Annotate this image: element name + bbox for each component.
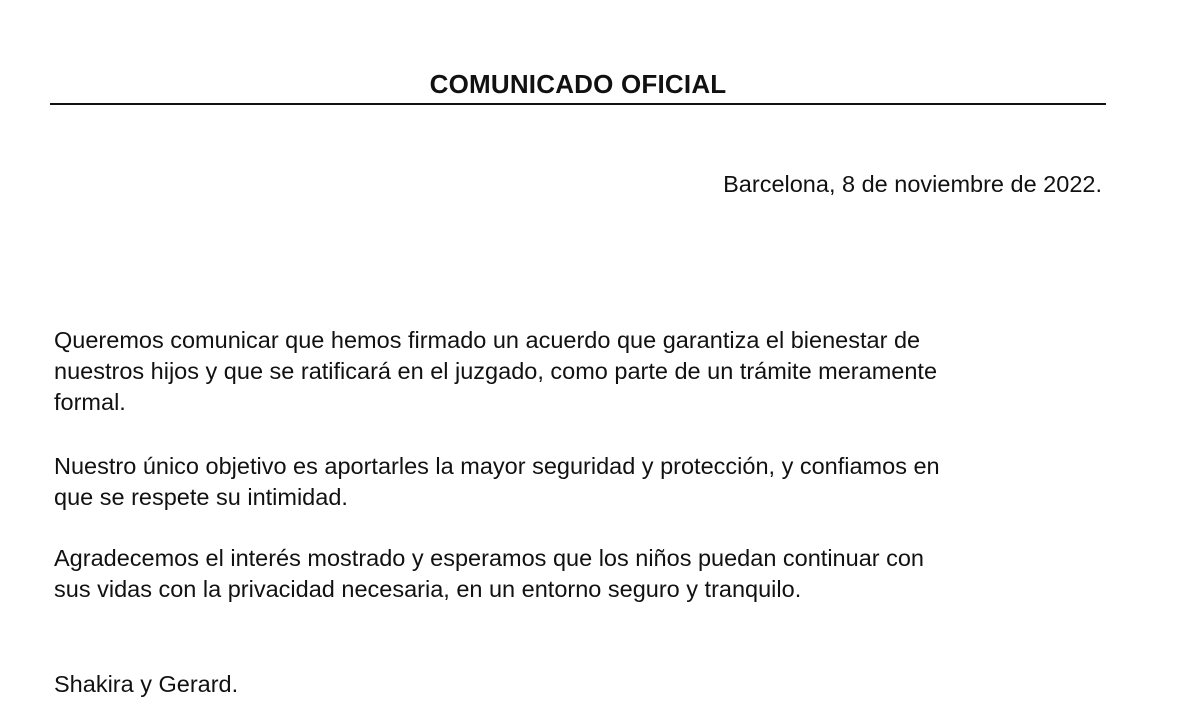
paragraph-line: formal. xyxy=(54,389,126,415)
paragraph-line: Queremos comunicar que hemos firmado un acuerdo que garantiza el bienestar de xyxy=(54,327,921,353)
title-underline-rule xyxy=(50,103,1106,105)
paragraph-thanks xyxy=(54,543,1114,605)
document-title: COMUNICADO OFICIAL xyxy=(429,69,727,99)
paragraph-line: Nuestro único objetivo es aportarles la mayor seguridad y protección, y confiamos en xyxy=(54,453,940,479)
date-line: Barcelona, 8 de noviembre de 2022. xyxy=(723,171,1102,197)
signature-line: Shakira y Gerard. xyxy=(54,671,239,697)
paragraph-objective xyxy=(54,451,1114,513)
paragraph-agreement xyxy=(54,325,1114,418)
paragraph-line: Agradecemos el interés mostrado y esperamos que los niños puedan continuar con xyxy=(54,545,925,571)
paragraph-line: nuestros hijos y que se ratificará en el juzgado, como parte de un trámite meramente xyxy=(54,358,938,384)
paragraph-line: sus vidas con la privacidad necesaria, en un entorno seguro y tranquilo. xyxy=(54,576,802,602)
paragraph-line: que se respete su intimidad. xyxy=(54,484,348,510)
